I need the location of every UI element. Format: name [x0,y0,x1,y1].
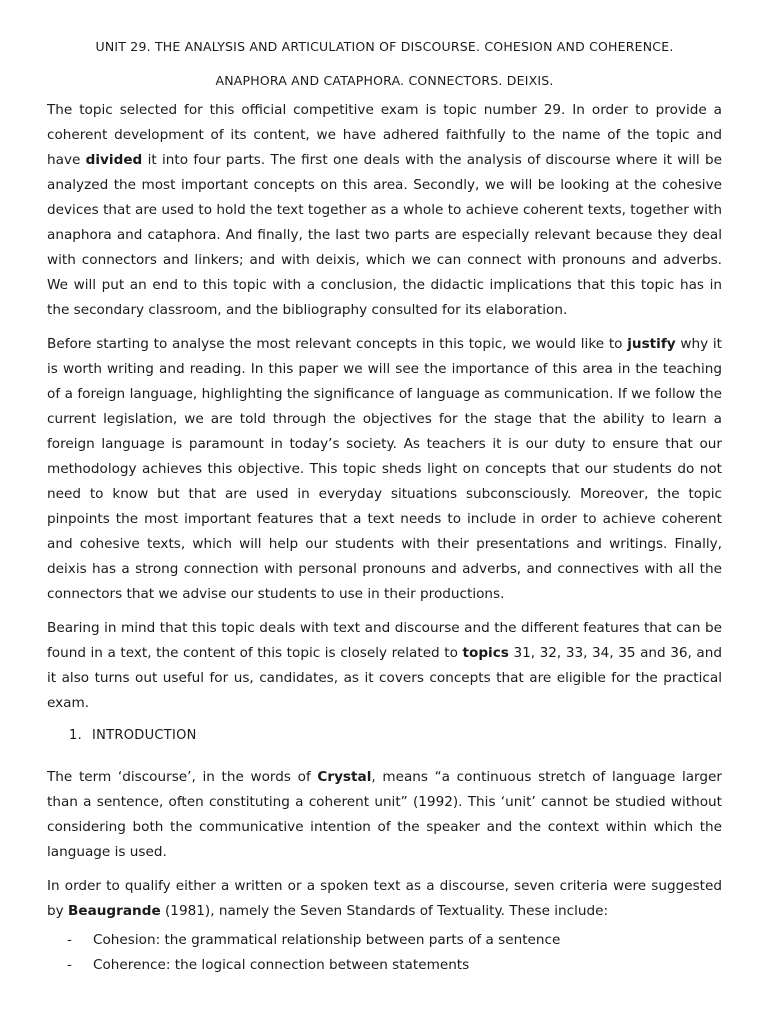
paragraph-5-text-c: (1981), namely the Seven Standards of Textuality. These include: [160,903,609,919]
emphasis-crystal: Crystal [317,769,372,785]
standards-list [47,928,722,978]
list-item-text: Coherence: the logical connection between statements [93,957,470,973]
paragraph-3 [47,616,722,716]
emphasis-divided: divided [85,152,143,168]
paragraph-2 [47,332,722,607]
list-item [47,953,722,978]
emphasis-beaugrande: Beaugrande [68,903,161,919]
emphasis-justify: justify [627,336,676,352]
paragraph-1-text-c: it into four parts. The first one deals with the analysis of discourse where it will be analyzed the most important concepts on this area. Secondly, we will be looking at the cohesive devices that are used to hold the text together as a whole to achieve coherent texts, together with anaphora and cataphora. And finally, the last two parts are especially relevant because they deal with connectors and linkers; and with deixis, which we can connect with pronouns and adverbs. We will put an end to this topic with a conclusion, the didactic implications that this topic has in the secondary classroom, and the bibliography consulted for its elaboration. [47,152,722,318]
section-number: 1. [69,728,83,743]
unit-title-line-2: ANAPHORA AND CATAPHORA. CONNECTORS. DEIXIS. [215,73,554,88]
paragraph-4-text-a: The term ‘discourse’, in the words of [47,769,318,785]
paragraph-1-text-a: The topic selected for this official competitive exam is topic number 29. In order to provide a coherent development of its content, we have adhered faithfully to the name of the topic and have [47,102,722,168]
paragraph-4-text-c: , means “a continuous stretch of language larger than a sentence, often constituting a coherent unit” (1992). This ‘unit’ cannot be studied without considering both the communicative intention of the speaker and the context within which the language is used. [47,769,722,860]
list-dash: - [67,932,72,948]
paragraph-4 [47,765,722,865]
paragraph-3-text-c: 31, 32, 33, 34, 35 and 36, and it also turns out useful for us, candidates, as it covers concepts that are eligible for the practical exam. [47,645,722,711]
list-dash: - [67,957,72,973]
list-item-text: Cohesion: the grammatical relationship between parts of a sentence [93,932,561,948]
unit-title-line-1: UNIT 29. THE ANALYSIS AND ARTICULATION OF DISCOURSE. COHESION AND COHERENCE. [95,39,674,54]
paragraph-1 [47,98,722,323]
paragraph-2-text-a: Before starting to analyse the most relevant concepts in this topic, we would like to [47,336,628,352]
emphasis-topics: topics [462,645,509,661]
list-item [47,928,722,953]
paragraph-3-text-a: Bearing in mind that this topic deals with text and discourse and the different features that can be found in a text, the content of this topic is closely related to [47,620,722,661]
section-heading-introduction [47,726,722,746]
document-page [47,38,722,978]
paragraph-5 [47,874,722,924]
paragraph-2-text-c: why it is worth writing and reading. In this paper we will see the importance of this area in the teaching of a foreign language, highlighting the significance of language as communication. If we follow the current legislation, we are told through the objectives for the stage that the ability to learn a foreign language is paramount in today’s society. As teachers it is our duty to ensure that our methodology achieves this objective. This topic sheds light on concepts that our students do not need to know but that are used in everyday situations subconsciously. Moreover, the topic pinpoints the most important features that a text needs to include in order to achieve coherent and cohesive texts, which will help our students with their presentations and writings. Finally, deixis has a strong connection with personal pronouns and adverbs, and connectives with all the connectors that we advise our students to use in their productions. [47,336,723,602]
section-title: INTRODUCTION [92,728,197,743]
paragraph-5-text-a: In order to qualify either a written or a spoken text as a discourse, seven criteria were suggested by [47,878,722,919]
